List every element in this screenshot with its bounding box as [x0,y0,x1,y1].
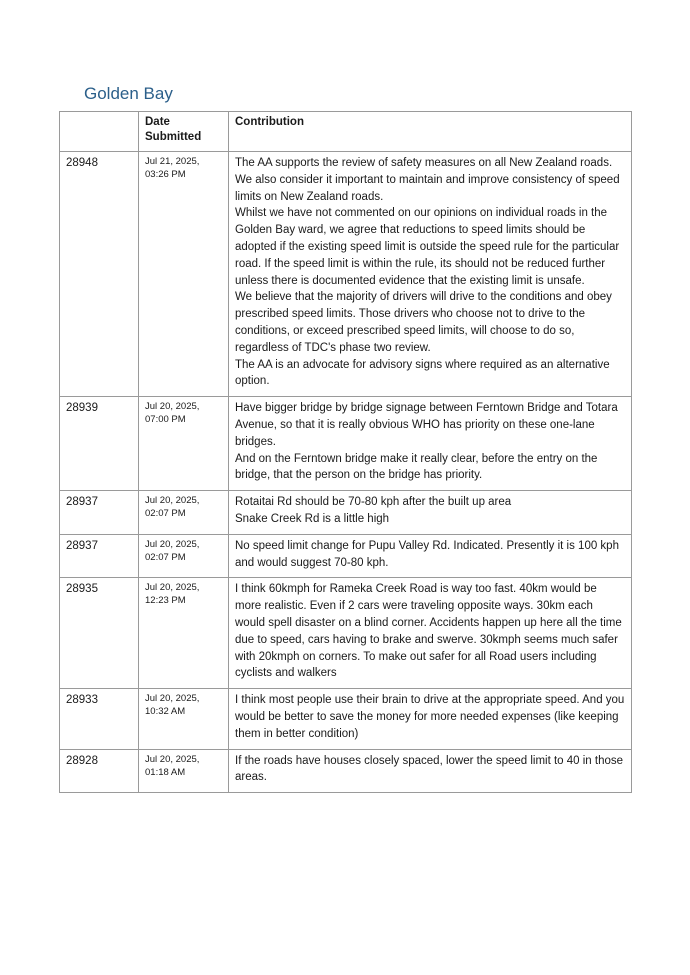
submission-date: Jul 20, 2025, 10:32 AM [139,689,229,749]
submission-date: Jul 20, 2025, 12:23 PM [139,578,229,689]
submission-contribution: The AA supports the review of safety measures on all New Zealand roads. We also consider it important to maintain and improve consistency of speed limits on New Zealand roads. Whilst we have not commented on our opinions on individual roads in the Golden Bay ward, we agree that reductions to speed limits should be adopted if the existing speed limit is outside the speed rule for the particular road. If the speed limit is within the rule, its should not be reduced further unless there is documented evidence that the existing limit is unsafe. We believe that the majority of drivers will drive to the conditions and obey prescribed speed limits. Those drivers who choose not to drive to the conditions, or exceed prescribed speed limits, will choose to do so, regardless of TDC's phase two review. The AA is an advocate for advisory signs where required as an alternative option. [229,152,632,397]
submission-date: Jul 20, 2025, 07:00 PM [139,397,229,491]
submission-id: 28933 [60,689,139,749]
table-row [60,689,632,749]
submission-contribution: No speed limit change for Pupu Valley Rd. Indicated. Presently it is 100 kph and would suggest 70-80 kph. [229,534,632,578]
table-row [60,578,632,689]
submission-date: Jul 20, 2025, 02:07 PM [139,491,229,535]
submission-contribution: If the roads have houses closely spaced, lower the speed limit to 40 in those areas. [229,749,632,793]
table-row [60,397,632,491]
header-contribution: Contribution [229,112,632,152]
table-row [60,534,632,578]
submission-date: Jul 20, 2025, 02:07 PM [139,534,229,578]
submission-date: Jul 21, 2025, 03:26 PM [139,152,229,397]
table-row [60,152,632,397]
submission-contribution: Have bigger bridge by bridge signage between Ferntown Bridge and Totara Avenue, so that it is really obvious WHO has priority on these one-lane bridges. And on the Ferntown bridge make it really clear, before the entry on the bridge, that the person on the bridge has priority. [229,397,632,491]
table-row [60,491,632,535]
page-title: Golden Bay [84,84,173,103]
submission-id: 28928 [60,749,139,793]
submission-contribution: I think 60kmph for Rameka Creek Road is way too fast. 40km would be more realistic. Even if 2 cars were traveling opposite ways. 30km each would spell disaster on a blind corner. Accidents happen up here all the time due to speed, cars having to brake and swerve. 30kmph seems much safer with 20kmph on corners. To make out safer for all Road users including cyclists and walkers [229,578,632,689]
submission-contribution: Rotaitai Rd should be 70-80 kph after the built up area Snake Creek Rd is a little high [229,491,632,535]
submission-id: 28939 [60,397,139,491]
submission-id: 28935 [60,578,139,689]
submissions-table [59,111,632,793]
submission-id: 28937 [60,534,139,578]
submission-date: Jul 20, 2025, 01:18 AM [139,749,229,793]
header-date-submitted: Date Submitted [139,112,229,152]
submission-id: 28937 [60,491,139,535]
table-header-row [60,112,632,152]
table-row [60,749,632,793]
header-id [60,112,139,152]
submission-id: 28948 [60,152,139,397]
submission-contribution: I think most people use their brain to drive at the appropriate speed. And you would be better to save the money for more needed expenses (like keeping them in better condition) [229,689,632,749]
